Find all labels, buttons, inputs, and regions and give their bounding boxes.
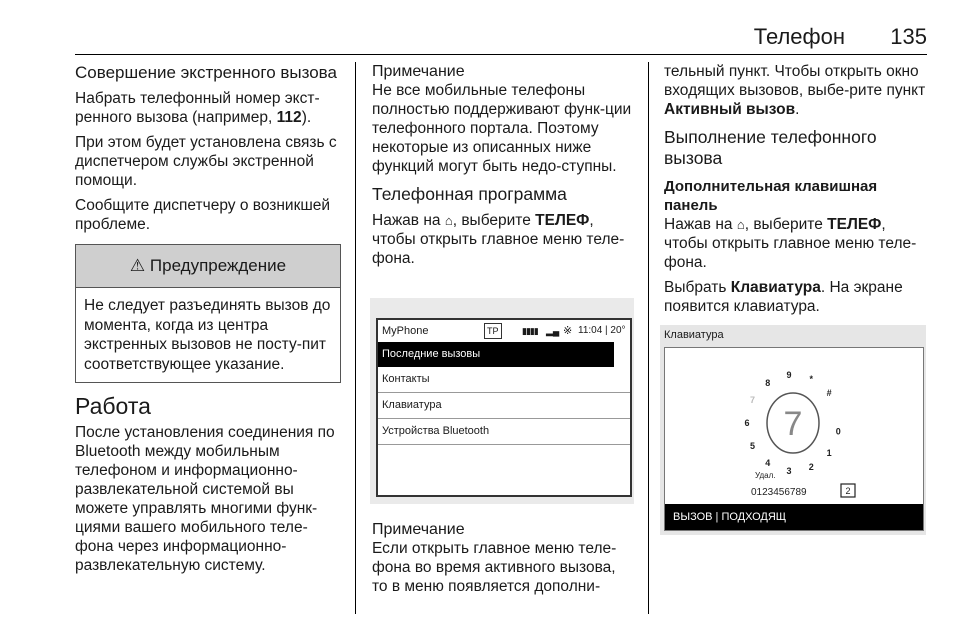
paragraph: При этом будет установлена связь с диспетчером службы экстренной помощи.	[75, 134, 337, 189]
warning-header	[76, 245, 340, 288]
dial-digit[interactable]: *	[809, 373, 813, 384]
paragraph: После установления соединения по Bluetooth между мобильным телефоном и информационно-развлекательной системой вы можете управлять многими функ-циями вашего мобильного теле-фона через информационно-развлекательную систему.	[75, 424, 335, 574]
paragraph: Сообщите диспетчеру о возникшей проблеме.	[75, 197, 331, 233]
column-1	[75, 62, 341, 581]
signal-icon: ▂▄	[546, 326, 560, 336]
note-body: Не все мобильные телефоны полностью поддерживают функ-ции телефонного портала. Поэтому некоторые из описанных ниже функций могут быть недо-ступны.	[372, 82, 632, 175]
time-temp: 11:04 | 20°	[578, 325, 626, 336]
dial-digit[interactable]: 4	[765, 458, 771, 469]
menu-item-recent-calls[interactable]: Последние вызовы	[378, 342, 614, 367]
paragraph: Нажав на ⌂, выберите ТЕЛЕФ, чтобы открыть главное меню теле-фона.	[664, 216, 917, 271]
dial-digit[interactable]: #	[826, 388, 832, 399]
menu-item-contacts[interactable]: Контакты	[378, 367, 630, 393]
dial-digit[interactable]: 1	[826, 447, 832, 458]
menu-item-bluetooth-devices[interactable]: Устройства Bluetooth	[378, 419, 630, 445]
keypad-screen	[664, 347, 924, 531]
warning-body: Не следует разъединять вызов до момента, когда из центра экстренных вызовов не посту-пит соответствующее указание.	[84, 297, 331, 373]
call-buttons[interactable]: ВЫЗОВ | ПОДХОДЯЩ	[673, 511, 787, 523]
keypad-title: Клавиатура	[664, 329, 724, 341]
bluetooth-icon: ※	[563, 325, 573, 337]
dial-digit[interactable]: 6	[744, 418, 750, 428]
home-icon: ⌂	[736, 217, 745, 232]
number-badge-text: 2	[845, 486, 851, 496]
page-number: 135	[890, 24, 927, 49]
heading-phone-app: Телефонная программа	[372, 184, 567, 204]
dial-digit[interactable]: 8	[765, 377, 771, 388]
dial-digit[interactable]: 7	[749, 395, 756, 406]
menu-item-keypad[interactable]: Клавиатура	[378, 393, 630, 419]
phone-menu-screenshot	[370, 298, 634, 504]
warning-title: Предупреждение	[149, 256, 287, 275]
keypad-dial	[665, 348, 923, 530]
keypad-bottom-bar	[665, 504, 923, 530]
phone-menu	[378, 342, 630, 445]
phone-screen	[376, 318, 632, 497]
dial-digit[interactable]: 0	[835, 426, 841, 437]
note-title: Примечание	[372, 63, 465, 80]
dial-digit[interactable]: 9	[786, 370, 792, 381]
battery-icon: ▮▮▮▮	[522, 326, 538, 336]
phone-name: MyPhone	[382, 325, 429, 337]
column-divider	[355, 62, 356, 614]
header-title: Телефон	[753, 24, 845, 49]
paragraph: Выбрать Клавиатура. На экране появится клавиатура.	[664, 279, 903, 315]
note-title: Примечание	[372, 521, 465, 538]
paragraph: тельный пункт. Чтобы открыть окно входящих вызовов, выбе-рите пункт Активный вызов.	[664, 63, 926, 118]
home-icon: ⌂	[444, 213, 453, 228]
dial-center-digit: 7	[783, 405, 803, 443]
column-divider	[648, 62, 649, 614]
column-2	[372, 62, 634, 274]
heading-make-call: Выполнение телефонного вызова	[664, 127, 877, 168]
status-bar	[378, 320, 630, 342]
keypad-screenshot	[660, 325, 926, 535]
heading-emergency-call: Совершение экстренного вызова	[75, 63, 337, 82]
heading-keypad: Дополнительная клавишная панель	[664, 178, 878, 214]
tp-badge: TP	[484, 323, 502, 339]
column-2-note	[372, 520, 634, 602]
delete-label[interactable]: Удал.	[755, 471, 776, 480]
warning-box	[75, 244, 341, 383]
dialed-number: 0123456789	[751, 487, 807, 498]
warning-icon: ⚠	[129, 256, 146, 275]
dial-digit[interactable]: 3	[786, 465, 792, 476]
dial-digit[interactable]: 2	[808, 462, 814, 473]
note-body: Если открыть главное меню теле-фона во время активного вызова, то в меню появляется дополни-	[372, 540, 617, 595]
column-3	[664, 62, 926, 322]
page-header	[75, 22, 927, 55]
dial-digit[interactable]: 5	[749, 440, 756, 451]
paragraph: Набрать телефонный номер экст-ренного вызова (например, 112).	[75, 90, 320, 126]
heading-work: Работа	[75, 393, 151, 419]
paragraph: Нажав на ⌂, выберите ТЕЛЕФ, чтобы открыть главное меню теле-фона.	[372, 212, 625, 267]
